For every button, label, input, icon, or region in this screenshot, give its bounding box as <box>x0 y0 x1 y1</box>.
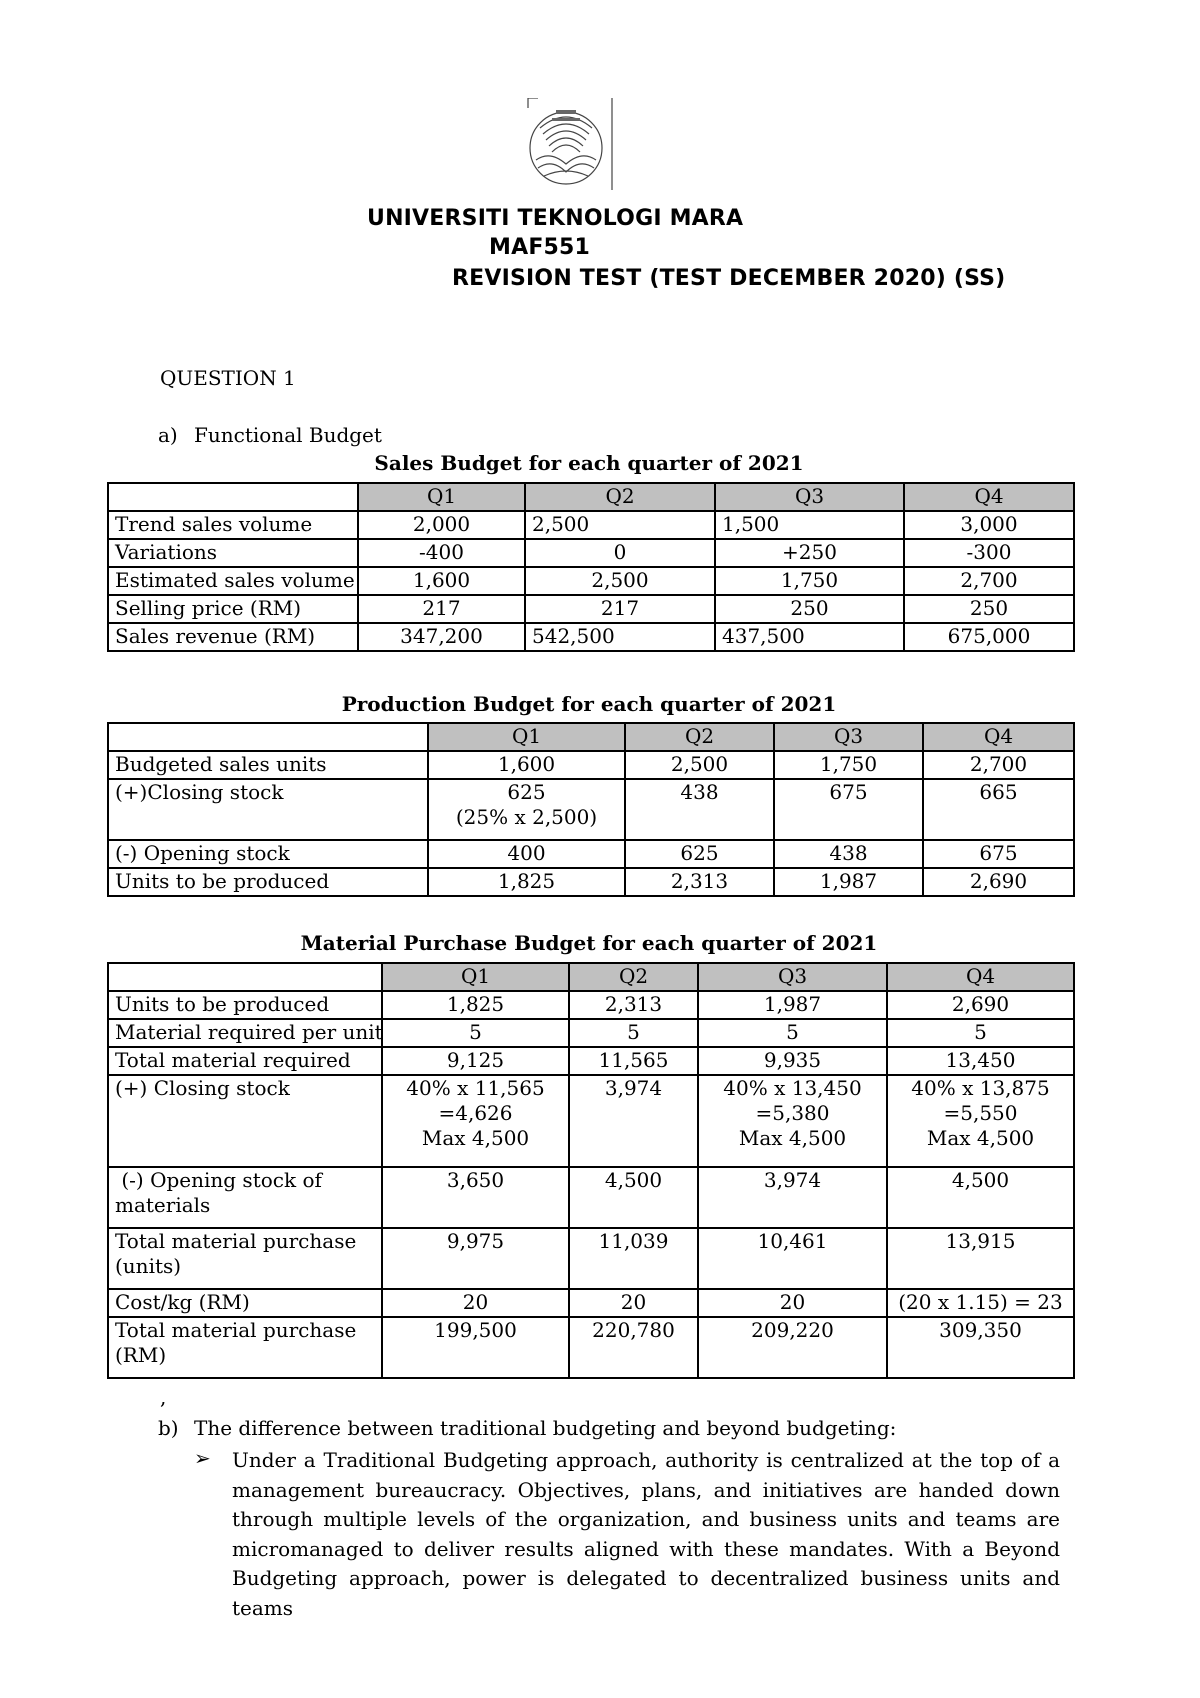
header-cell <box>108 963 382 991</box>
table-cell: 1,600 <box>428 751 625 779</box>
header-cell: Q2 <box>525 483 715 511</box>
table-cell: 4,500 <box>887 1167 1074 1228</box>
table-cell: 437,500 <box>715 623 904 651</box>
table-cell: 309,350 <box>887 1317 1074 1378</box>
part-a-heading <box>158 423 382 447</box>
material-purchase-budget-table <box>107 962 1075 1379</box>
table-row <box>108 991 1074 1019</box>
table-cell: 2,313 <box>625 868 774 896</box>
row-label-line: (RM) <box>115 1343 167 1367</box>
table-cell: 1,600 <box>358 567 525 595</box>
table-cell: 347,200 <box>358 623 525 651</box>
row-label-line: (units) <box>115 1254 182 1278</box>
table-row <box>108 1289 1074 1317</box>
header-cell: Q3 <box>774 723 923 751</box>
table-row <box>108 1019 1074 1047</box>
table-cell: 4,500 <box>569 1167 698 1228</box>
cell-note: (25% x 2,500) <box>455 805 598 829</box>
row-label <box>108 1228 382 1289</box>
cell-line: Max 4,500 <box>421 1126 530 1150</box>
university-name: UNIVERSITI TEKNOLOGI MARA <box>367 206 744 231</box>
part-b-label: b) <box>158 1416 179 1440</box>
table-cell: 438 <box>774 840 923 868</box>
table-cell <box>698 1075 887 1167</box>
table-cell: 665 <box>923 779 1074 840</box>
table-cell: 625 <box>625 840 774 868</box>
header-cell: Q4 <box>923 723 1074 751</box>
table-cell: 3,000 <box>904 511 1074 539</box>
table-row <box>108 623 1074 651</box>
header-cell: Q3 <box>715 483 904 511</box>
table-cell: 9,935 <box>698 1047 887 1075</box>
cell-line: =4,626 <box>438 1101 513 1125</box>
row-label: Trend sales volume <box>108 511 358 539</box>
table-cell: 1,987 <box>774 868 923 896</box>
row-label: Cost/kg (RM) <box>108 1289 382 1317</box>
row-label: Sales revenue (RM) <box>108 623 358 651</box>
table-cell: 400 <box>428 840 625 868</box>
table-row <box>108 595 1074 623</box>
table-cell: 1,825 <box>428 868 625 896</box>
row-label-line: (-) Opening stock of <box>115 1168 322 1192</box>
table-cell: 20 <box>698 1289 887 1317</box>
table-cell: 2,690 <box>923 868 1074 896</box>
university-logo-icon <box>526 98 616 190</box>
arrow-bullet-icon: ➢ <box>194 1446 211 1470</box>
table-cell: 5 <box>887 1019 1074 1047</box>
sales-budget-caption: Sales Budget for each quarter of 2021 <box>374 451 804 475</box>
table-cell: 2,500 <box>525 511 715 539</box>
row-label: (+) Closing stock <box>108 1075 382 1167</box>
table-cell: 11,565 <box>569 1047 698 1075</box>
cell-line: Max 4,500 <box>926 1126 1035 1150</box>
table-cell: +250 <box>715 539 904 567</box>
table-row <box>108 567 1074 595</box>
table-header-row <box>108 483 1074 511</box>
table-cell: 1,825 <box>382 991 569 1019</box>
table-cell: 217 <box>358 595 525 623</box>
table-header-row <box>108 963 1074 991</box>
part-b-text: The difference between traditional budgeting and beyond budgeting: <box>194 1416 897 1440</box>
table-row <box>108 779 1074 840</box>
table-cell: 675 <box>774 779 923 840</box>
cell-line: 40% x 13,450 <box>723 1076 862 1100</box>
table-row <box>108 511 1074 539</box>
part-a-text: Functional Budget <box>194 423 382 447</box>
table-cell: 5 <box>382 1019 569 1047</box>
course-code: MAF551 <box>489 235 591 260</box>
table-cell: 2,700 <box>923 751 1074 779</box>
table-cell: 250 <box>904 595 1074 623</box>
table-cell <box>887 1075 1074 1167</box>
header-cell: Q2 <box>569 963 698 991</box>
row-label-line: materials <box>115 1193 211 1217</box>
header-cell <box>108 483 358 511</box>
row-label: Units to be produced <box>108 991 382 1019</box>
table-cell: 1,750 <box>715 567 904 595</box>
table-cell: 3,974 <box>698 1167 887 1228</box>
table-cell: 9,975 <box>382 1228 569 1289</box>
table-row <box>108 539 1074 567</box>
table-row <box>108 1047 1074 1075</box>
table-cell: 3,650 <box>382 1167 569 1228</box>
table-cell: 20 <box>382 1289 569 1317</box>
table-cell: 13,915 <box>887 1228 1074 1289</box>
part-a-label: a) <box>158 423 178 447</box>
table-cell: 2,700 <box>904 567 1074 595</box>
table-cell: -300 <box>904 539 1074 567</box>
cell-line: =5,380 <box>755 1101 830 1125</box>
header-cell: Q1 <box>382 963 569 991</box>
table-cell: 217 <box>525 595 715 623</box>
table-cell: (20 x 1.15) = 23 <box>887 1289 1074 1317</box>
table-cell: 1,750 <box>774 751 923 779</box>
row-label-line: Total material purchase <box>115 1229 357 1253</box>
table-row <box>108 751 1074 779</box>
row-label: Variations <box>108 539 358 567</box>
table-header-row <box>108 723 1074 751</box>
row-label: Material required per unit <box>108 1019 382 1047</box>
cell-line: =5,550 <box>943 1101 1018 1125</box>
table-cell: 2,313 <box>569 991 698 1019</box>
table-row <box>108 1228 1074 1289</box>
table-cell: 20 <box>569 1289 698 1317</box>
header-cell: Q4 <box>904 483 1074 511</box>
material-budget-caption: Material Purchase Budget for each quarter of 2021 <box>300 931 878 955</box>
table-cell <box>382 1075 569 1167</box>
row-label: (-) Opening stock <box>108 840 428 868</box>
header-cell: Q1 <box>428 723 625 751</box>
question-title: QUESTION 1 <box>160 366 296 390</box>
row-label: Budgeted sales units <box>108 751 428 779</box>
header-cell: Q2 <box>625 723 774 751</box>
sales-budget-table <box>107 482 1075 652</box>
table-cell: 250 <box>715 595 904 623</box>
row-label: Total material required <box>108 1047 382 1075</box>
table-cell: 438 <box>625 779 774 840</box>
table-cell: 13,450 <box>887 1047 1074 1075</box>
row-label: Units to be produced <box>108 868 428 896</box>
stray-comma: , <box>160 1385 167 1409</box>
table-cell: 10,461 <box>698 1228 887 1289</box>
table-cell: -400 <box>358 539 525 567</box>
test-title: REVISION TEST (TEST DECEMBER 2020) (SS) <box>452 266 1006 291</box>
table-row <box>108 868 1074 896</box>
table-cell: 5 <box>569 1019 698 1047</box>
table-cell: 675,000 <box>904 623 1074 651</box>
table-cell: 2,690 <box>887 991 1074 1019</box>
row-label: Selling price (RM) <box>108 595 358 623</box>
header-cell: Q1 <box>358 483 525 511</box>
table-cell: 1,987 <box>698 991 887 1019</box>
table-cell: 2,500 <box>525 567 715 595</box>
cell-line: 40% x 11,565 <box>406 1076 545 1100</box>
table-cell: 2,500 <box>625 751 774 779</box>
cell-line: 3,974 <box>604 1076 663 1100</box>
part-b-heading <box>158 1416 896 1440</box>
cell-line: 40% x 13,875 <box>911 1076 1050 1100</box>
production-budget-caption: Production Budget for each quarter of 2021 <box>341 692 837 716</box>
row-label-line: Total material purchase <box>115 1318 357 1342</box>
table-cell: 0 <box>525 539 715 567</box>
header-cell: Q4 <box>887 963 1074 991</box>
table-cell: 209,220 <box>698 1317 887 1378</box>
table-cell: 11,039 <box>569 1228 698 1289</box>
row-label <box>108 1317 382 1378</box>
table-row <box>108 840 1074 868</box>
table-row <box>108 1167 1074 1228</box>
row-label: Estimated sales volume <box>108 567 358 595</box>
table-cell: 675 <box>923 840 1074 868</box>
table-cell: 220,780 <box>569 1317 698 1378</box>
table-cell: 9,125 <box>382 1047 569 1075</box>
table-row <box>108 1075 1074 1167</box>
header-cell: Q3 <box>698 963 887 991</box>
table-cell: 1,500 <box>715 511 904 539</box>
part-b-paragraph: Under a Traditional Budgeting approach, authority is centralized at the top of a management bureaucracy. Objectives, plans, and initiatives are handed down through multiple levels of the organization, and business units and teams are micromanaged to deliver results aligned with these mandates. With a Beyond Budgeting approach, power is delegated to decentralized business units and teams <box>232 1448 1060 1620</box>
table-cell: 5 <box>698 1019 887 1047</box>
cell-line: Max 4,500 <box>738 1126 847 1150</box>
cell-value: 625 <box>507 780 546 804</box>
row-label <box>108 1167 382 1228</box>
header-cell <box>108 723 428 751</box>
table-cell <box>428 779 625 840</box>
table-cell: 542,500 <box>525 623 715 651</box>
table-row <box>108 1317 1074 1378</box>
row-label: (+)Closing stock <box>108 779 428 840</box>
table-cell <box>569 1075 698 1167</box>
table-cell: 199,500 <box>382 1317 569 1378</box>
table-cell: 2,000 <box>358 511 525 539</box>
production-budget-table <box>107 722 1075 897</box>
